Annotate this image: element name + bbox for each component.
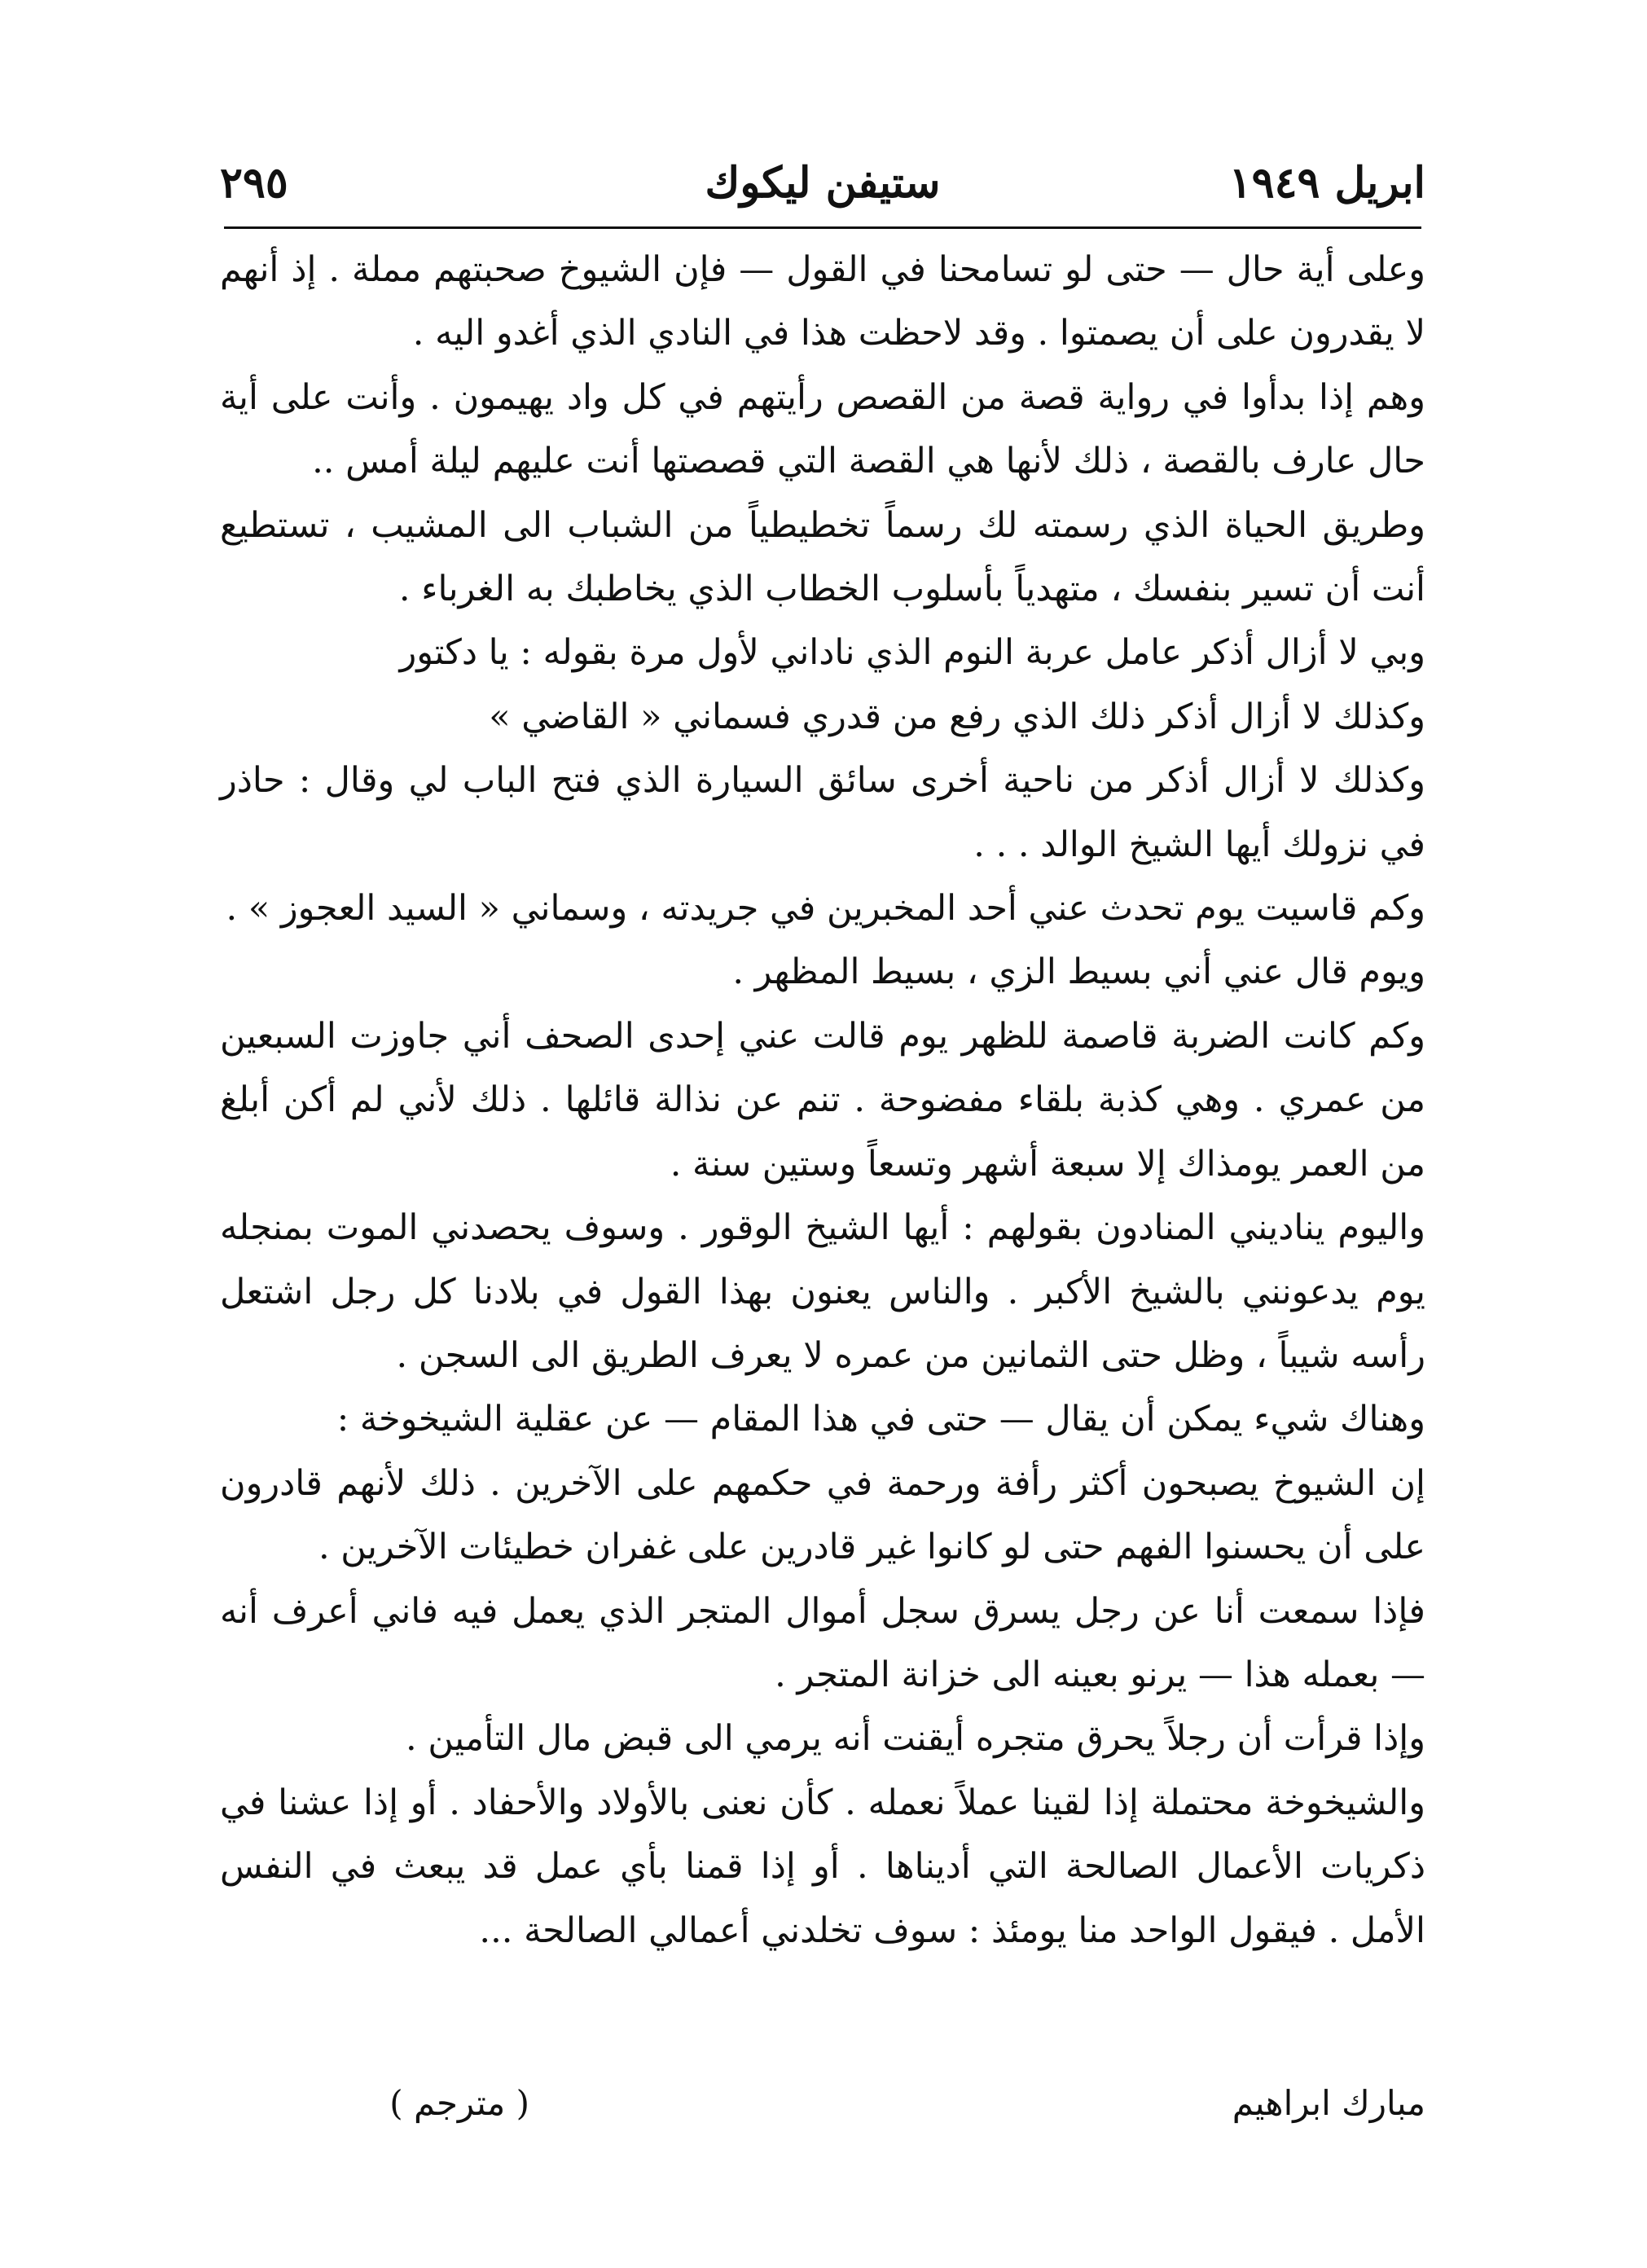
paragraph: وعلى أية حال — حتى لو تسامحنا في القول — فإن الشيوخ صحبتهم مملة . إذ أنهم لا يقدرون على أن يصمتوا . وقد لاحظت هذا في النادي الذي أغدو اليه . [220, 249, 1425, 354]
paragraph: وكم قاسيت يوم تحدث عني أحد المخبرين في جريدته ، وسماني « السيد العجوز » . [226, 888, 1425, 930]
header-date: ابريل ١٩٤٩ [1228, 158, 1425, 208]
header-title: ستيفن ليكوك [705, 158, 941, 208]
paragraph: واليوم يناديني المنادون بقولهم : أيها الشيخ الوقور . وسوف يحصدني الموت بمنجله يوم يدعونني بالشيخ الأكبر . والناس يعنون بهذا القول في بلادنا كل رجل اشتعل رأسه شيباً ، وظل حتى الثمانين من عمره لا يعرف الطريق الى السجن . [220, 1207, 1425, 1376]
signature-block [220, 2071, 1425, 2136]
page-number: ٢٩٥ [220, 158, 288, 208]
translator-name: مبارك ابراهيم [1232, 2083, 1425, 2123]
running-header [220, 147, 1425, 220]
paragraph: وإذا قرأت أن رجلاً يحرق متجره أيقنت أنه يرمي الى قبض مال التأمين . [406, 1718, 1425, 1760]
paragraph: إن الشيوخ يصبحون أكثر رأفة ورحمة في حكمهم على الآخرين . ذلك لأنهم قادرون على أن يحسنوا الفهم حتى لو كانوا غير قادرين على غفران خطيئات الآخرين . [220, 1462, 1425, 1568]
paragraph: وكذلك لا أزال أذكر من ناحية أخرى سائق السيارة الذي فتح الباب لي وقال : حاذر في نزولك أيها الشيخ الوالد . . . [220, 760, 1425, 865]
paragraph: ويوم قال عني أني بسيط الزي ، بسيط المظهر . [732, 952, 1425, 993]
paragraph: وكذلك لا أزال أذكر ذلك الذي رفع من قدري فسماني « القاضي » [489, 696, 1425, 737]
paragraph: وبي لا أزال أذكر عامل عربة النوم الذي ناداني لأول مرة بقوله : يا دكتور [399, 632, 1425, 674]
paragraph: وهم إذا بدأوا في رواية قصة من القصص رأيتهم في كل واد يهيمون . وأنت على أية حال عارف بالقصة ، ذلك لأنها هي القصة التي قصصتها أنت عليهم ليلة أمس .. [220, 376, 1425, 482]
translator-role: ( مترجم ) [389, 2083, 529, 2123]
paragraph: وهناك شيء يمكن أن يقال — حتى في هذا المقام — عن عقلية الشيخوخة : [336, 1399, 1425, 1440]
paragraph: فإذا سمعت أنا عن رجل يسرق سجل أموال المتجر الذي يعمل فيه فاني أعرف أنه — بعمله هذا — يرنو بعينه الى خزانة المتجر . [220, 1590, 1425, 1695]
paragraph: وكم كانت الضربة قاصمة للظهر يوم قالت عني إحدى الصحف أني جاوزت السبعين من عمري . وهي كذبة بلقاء مفضوحة . تنم عن نذالة قائلها . ذلك لأني لم أكن أبلغ من العمر يومذاك إلا سبعة أشهر وتسعاً وستين سنة . [220, 1015, 1425, 1185]
paragraph: وطريق الحياة الذي رسمته لك رسماً تخطيطياً من الشباب الى المشيب ، تستطيع أنت أن تسير بنفسك ، متهدياً بأسلوب الخطاب الذي يخاطبك به الغرباء . [220, 504, 1425, 610]
paragraph: والشيخوخة محتملة إذا لقينا عملاً نعمله . كأن نعنى بالأولاد والأحفاد . أو إذا عشنا في ذكريات الأعمال الصالحة التي أديناها . أو إذا قمنا بأي عمل قد يبعث في النفس الأمل . فيقول الواحد منا يومئذ : سوف تخلدني أعمالي الصالحة ... [220, 1782, 1425, 1951]
header-divider [224, 226, 1421, 229]
article-body [220, 238, 1425, 1963]
